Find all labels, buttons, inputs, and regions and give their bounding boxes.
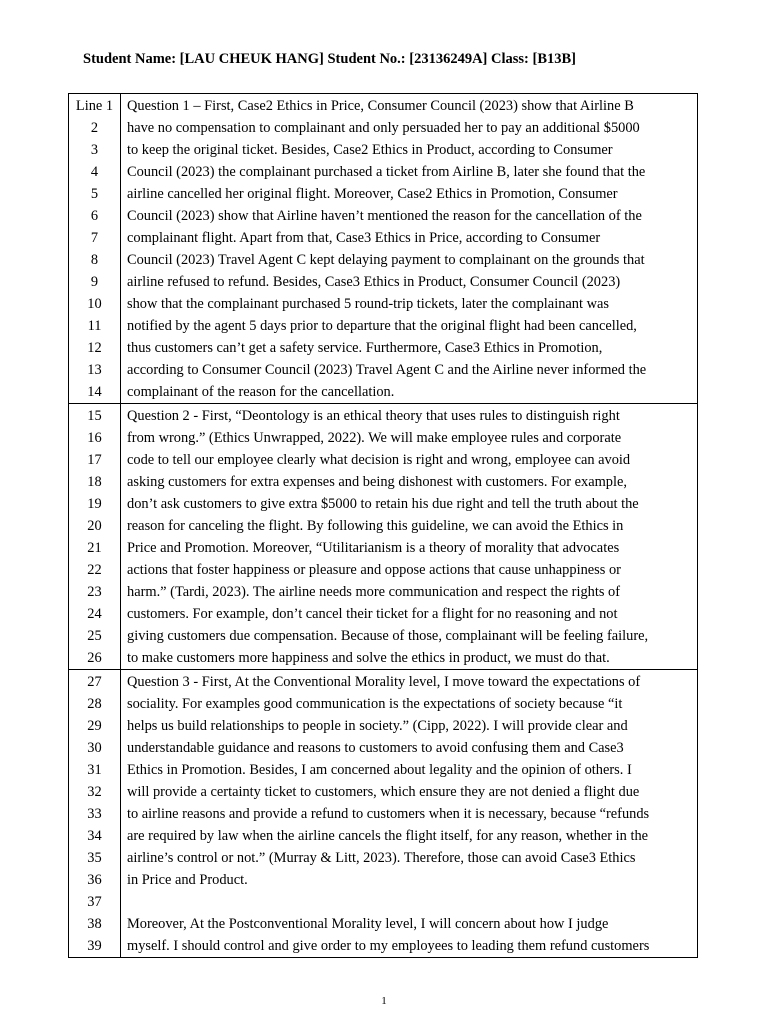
line-number: 23 — [87, 584, 102, 600]
line-number: 13 — [87, 362, 102, 378]
line-number: 31 — [87, 762, 102, 778]
student-info-header: Student Name: [LAU CHEUK HANG] Student No.: [23136249A] Class: [B13B] — [83, 51, 576, 67]
answer-text-line: Council (2023) Travel Agent C kept delaying payment to complainant on the grounds that — [127, 252, 645, 268]
question-2-row — [69, 404, 698, 670]
line-number: 29 — [87, 718, 102, 734]
line-number: 38 — [87, 916, 102, 932]
line-number: 9 — [90, 274, 99, 290]
answer-text-line: giving customers due compensation. Because of those, complainant will be feeling failure, — [127, 628, 649, 644]
answer-text-line: Moreover, At the Postconventional Morality level, I will concern about how I judge — [127, 916, 609, 932]
answer-text-line — [127, 891, 697, 913]
line-number: 2 — [90, 120, 99, 136]
answer-text-line: don’t ask customers to give extra $5000 to retain his due right and tell the truth about the — [127, 496, 639, 512]
line-number: Line 1 — [75, 98, 114, 114]
answer-text-line: harm.” (Tardi, 2023). The airline needs more communication and respect the rights of — [127, 584, 621, 600]
answer-text-line: have no compensation to complainant and only persuaded her to pay an additional $5000 — [127, 120, 640, 136]
line-number: 37 — [87, 894, 102, 910]
answer-text-line: Question 2 - First, “Deontology is an ethical theory that uses rules to distinguish right — [127, 408, 620, 424]
answer-text-line: to keep the original ticket. Besides, Case2 Ethics in Product, according to Consumer — [127, 142, 613, 158]
answer-text-line: show that the complainant purchased 5 round-trip tickets, later the complainant was — [127, 296, 609, 312]
line-number: 19 — [87, 496, 102, 512]
answer-text-line: reason for canceling the flight. By following this guideline, we can avoid the Ethics in — [127, 518, 624, 534]
answer-text-column — [121, 94, 698, 404]
answer-text-line: myself. I should control and give order to my employees to leading them refund customers — [127, 938, 650, 954]
line-number: 10 — [87, 296, 102, 312]
answer-text-line: notified by the agent 5 days prior to departure that the original flight had been cancelled, — [127, 318, 637, 334]
answer-text-line: to make customers more happiness and solve the ethics in product, we must do that. — [127, 650, 610, 666]
answer-text-line: Council (2023) the complainant purchased a ticket from Airline B, later she found that the — [127, 164, 646, 180]
line-number: 21 — [87, 540, 102, 556]
line-number: 26 — [87, 650, 102, 666]
line-number: 16 — [87, 430, 102, 446]
line-number: 30 — [87, 740, 102, 756]
line-number-column — [69, 94, 121, 404]
answer-text-line: asking customers for extra expenses and being dishonest with customers. For example, — [127, 474, 627, 490]
answer-text-line: code to tell our employee clearly what decision is right and wrong, employee can avoid — [127, 452, 631, 468]
line-number: 5 — [90, 186, 99, 202]
answer-text-line: customers. For example, don’t cancel their ticket for a flight for no reasoning and not — [127, 606, 618, 622]
question-1-row — [69, 94, 698, 404]
line-number: 7 — [90, 230, 99, 246]
line-number: 18 — [87, 474, 102, 490]
line-number: 35 — [87, 850, 102, 866]
answer-text-line: from wrong.” (Ethics Unwrapped, 2022). We will make employee rules and corporate — [127, 430, 622, 446]
line-number: 28 — [87, 696, 102, 712]
answer-text-line: helps us build relationships to people in society.” (Cipp, 2022). I will provide clear and — [127, 718, 628, 734]
line-number: 17 — [87, 452, 102, 468]
answer-text-line: sociality. For examples good communication is the expectations of society because “it — [127, 696, 623, 712]
answer-text-line: thus customers can’t get a safety service. Furthermore, Case3 Ethics in Promotion, — [127, 340, 603, 356]
question-3-row — [69, 670, 698, 958]
page-number: 1 — [381, 995, 387, 1007]
line-number: 25 — [87, 628, 102, 644]
numbered-answer-table — [68, 93, 698, 958]
line-number-column — [69, 670, 121, 958]
line-number: 32 — [87, 784, 102, 800]
line-number: 36 — [87, 872, 102, 888]
answer-text-line: to airline reasons and provide a refund to customers when it is necessary, because “refunds — [127, 806, 650, 822]
answer-text-line: actions that foster happiness or pleasure and oppose actions that cause unhappiness or — [127, 562, 621, 578]
line-number: 33 — [87, 806, 102, 822]
answer-text-column — [121, 404, 698, 670]
answer-text-line: complainant of the reason for the cancellation. — [127, 384, 395, 400]
line-number-column — [69, 404, 121, 670]
line-number: 24 — [87, 606, 102, 622]
line-number: 6 — [90, 208, 99, 224]
line-number: 8 — [90, 252, 99, 268]
answer-text-line: complainant flight. Apart from that, Case3 Ethics in Price, according to Consumer — [127, 230, 601, 246]
line-number: 4 — [90, 164, 99, 180]
line-number: 15 — [87, 408, 102, 424]
line-number: 11 — [87, 318, 102, 334]
answer-text-line: are required by law when the airline cancels the flight itself, for any reason, whether in the — [127, 828, 649, 844]
answer-text-line: airline refused to refund. Besides, Case3 Ethics in Product, Consumer Council (2023) — [127, 274, 621, 290]
line-number: 39 — [87, 938, 102, 954]
answer-text-line: in Price and Product. — [127, 872, 248, 888]
answer-text-line: Ethics in Promotion. Besides, I am concerned about legality and the opinion of others. I — [127, 762, 632, 778]
answer-text-line: airline cancelled her original flight. Moreover, Case2 Ethics in Promotion, Consumer — [127, 186, 618, 202]
line-number: 12 — [87, 340, 102, 356]
line-number: 20 — [87, 518, 102, 534]
answer-text-line: Question 3 - First, At the Conventional Morality level, I move toward the expectations of — [127, 674, 641, 690]
line-number: 27 — [87, 674, 102, 690]
answer-text-line: Price and Promotion. Moreover, “Utilitarianism is a theory of morality that advocates — [127, 540, 620, 556]
answer-text-line: understandable guidance and reasons to customers to avoid confusing them and Case3 — [127, 740, 624, 756]
line-number: 3 — [90, 142, 99, 158]
answer-text-line: according to Consumer Council (2023) Travel Agent C and the Airline never informed the — [127, 362, 647, 378]
answer-text-line: Question 1 – First, Case2 Ethics in Price, Consumer Council (2023) show that Airline B — [127, 98, 634, 114]
line-number: 22 — [87, 562, 102, 578]
line-number: 34 — [87, 828, 102, 844]
answer-text-line: Council (2023) show that Airline haven’t mentioned the reason for the cancellation of the — [127, 208, 642, 224]
answer-text-line: will provide a certainty ticket to customers, which ensure they are not denied a flight due — [127, 784, 640, 800]
answer-text-line: airline’s control or not.” (Murray & Litt, 2023). Therefore, those can avoid Case3 Ethics — [127, 850, 636, 866]
answer-text-column — [121, 670, 698, 958]
line-number: 14 — [87, 384, 102, 400]
